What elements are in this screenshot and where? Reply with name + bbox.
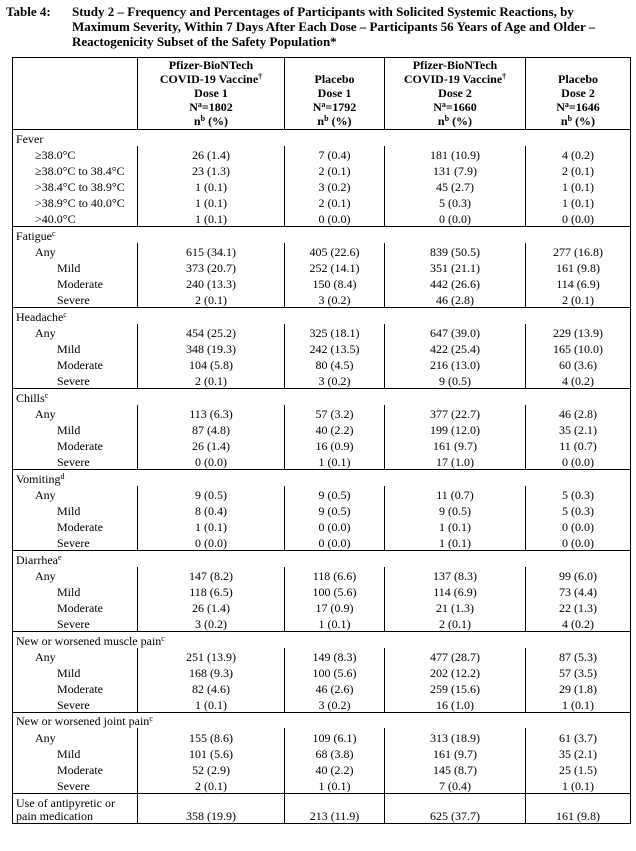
category-label xyxy=(13,631,631,647)
category-label xyxy=(13,469,631,485)
table-cell: 16 (0.9) xyxy=(285,437,385,453)
table-cell: 109 (6.1) xyxy=(285,728,385,744)
header-np: (%) xyxy=(575,114,596,128)
table-cell: 21 (1.3) xyxy=(385,599,526,615)
table-row xyxy=(13,615,631,631)
table-cell: 2 (0.1) xyxy=(526,291,631,307)
category-label xyxy=(13,130,631,146)
row-label: Moderate xyxy=(13,275,138,291)
table-cell: 0 (0.0) xyxy=(385,210,526,226)
table-cell: 1 (0.1) xyxy=(285,453,385,469)
table-row xyxy=(13,243,631,259)
column-header-3: Pfizer-BioNTech COVID-19 Vaccine† Dose 2 $N^a=1660$ $n^b$ (%) xyxy=(385,58,526,130)
table-cell: 9 (0.5) xyxy=(385,502,526,518)
table-cell: 0 (0.0) xyxy=(285,534,385,550)
table-row xyxy=(13,648,631,664)
table-row xyxy=(13,777,631,793)
header-sup-n: b xyxy=(567,114,573,123)
table-cell: 23 (1.3) xyxy=(138,162,285,178)
category-footnote: c xyxy=(63,309,67,319)
table-cell: 118 (6.6) xyxy=(285,567,385,583)
table-cell: 26 (1.4) xyxy=(138,146,285,162)
table-cell: 87 (5.3) xyxy=(526,648,631,664)
table-cell: 0 (0.0) xyxy=(138,534,285,550)
table-cell: 1 (0.1) xyxy=(138,210,285,226)
table-cell: 26 (1.4) xyxy=(138,437,285,453)
row-label: Any xyxy=(13,243,138,259)
table-cell: 40 (2.2) xyxy=(285,761,385,777)
table-cell: 181 (10.9) xyxy=(385,146,526,162)
table-cell: 3 (0.2) xyxy=(285,372,385,388)
row-label: Any xyxy=(13,324,138,340)
table-cell: 11 (0.7) xyxy=(526,437,631,453)
table-cell: 46 (2.8) xyxy=(526,405,631,421)
header-line1: Pfizer-BioNTech xyxy=(168,58,254,72)
table-cell: 2 (0.1) xyxy=(385,615,526,631)
table-cell: 137 (8.3) xyxy=(385,567,526,583)
row-label: Moderate xyxy=(13,680,138,696)
row-label: Severe xyxy=(13,696,138,712)
row-label: Mild xyxy=(13,583,138,599)
table-cell: 2 (0.1) xyxy=(138,372,285,388)
table-cell: 1 (0.1) xyxy=(385,518,526,534)
table-header xyxy=(13,58,631,130)
medication-row xyxy=(13,793,631,823)
header-line2: Placebo xyxy=(558,72,598,86)
table-cell: 1 (0.1) xyxy=(285,615,385,631)
row-label: Moderate xyxy=(13,437,138,453)
row-label: Any xyxy=(13,728,138,744)
table-cell: 252 (14.1) xyxy=(285,259,385,275)
row-label: Severe xyxy=(13,291,138,307)
row-label: >38.9°C to 40.0°C xyxy=(13,194,138,210)
category-row xyxy=(13,712,631,728)
category-title: Chills xyxy=(16,390,45,405)
table-cell: 29 (1.8) xyxy=(526,680,631,696)
header-n-total: =1646 xyxy=(568,100,600,114)
table-cell: 4 (0.2) xyxy=(526,146,631,162)
table-cell: 422 (25.4) xyxy=(385,340,526,356)
table-cell: 0 (0.0) xyxy=(285,518,385,534)
table-cell: 113 (6.3) xyxy=(138,405,285,421)
table-cell: 277 (16.8) xyxy=(526,243,631,259)
table-cell: 150 (8.4) xyxy=(285,275,385,291)
category-label xyxy=(13,227,631,243)
row-label: Severe xyxy=(13,777,138,793)
header-sup-n: b xyxy=(444,114,450,123)
table-cell: 17 (0.9) xyxy=(285,599,385,615)
row-label: Moderate xyxy=(13,761,138,777)
table-row xyxy=(13,291,631,307)
table-cell: 1 (0.1) xyxy=(138,178,285,194)
row-label: ≥38.0°C xyxy=(13,146,138,162)
table-cell: 1 (0.1) xyxy=(526,777,631,793)
table-cell: 60 (3.6) xyxy=(526,356,631,372)
category-title: Vomiting xyxy=(16,471,61,486)
table-cell: 131 (7.9) xyxy=(385,162,526,178)
column-header-1: Pfizer-BioNTech COVID-19 Vaccine† Dose 1 $N^a=1802$ $n^b$ (%) xyxy=(138,58,285,130)
table-cell: 259 (15.6) xyxy=(385,680,526,696)
table-cell: 8 (0.4) xyxy=(138,502,285,518)
table-cell: 1 (0.1) xyxy=(138,194,285,210)
table-row xyxy=(13,405,631,421)
table-cell: 313 (18.9) xyxy=(385,728,526,744)
category-label xyxy=(13,712,631,728)
category-row xyxy=(13,130,631,146)
table-cell: 0 (0.0) xyxy=(526,210,631,226)
table-cell: 16 (1.0) xyxy=(385,696,526,712)
table-cell: 155 (8.6) xyxy=(138,728,285,744)
table-cell: 242 (13.5) xyxy=(285,340,385,356)
category-footnote: c xyxy=(161,633,165,643)
table-row xyxy=(13,275,631,291)
table-row xyxy=(13,567,631,583)
table-row xyxy=(13,340,631,356)
table-cell: 104 (5.8) xyxy=(138,356,285,372)
table-caption xyxy=(6,4,630,49)
table-cell: 161 (9.7) xyxy=(385,437,526,453)
table-cell: 11 (0.7) xyxy=(385,486,526,502)
table-cell: 147 (8.2) xyxy=(138,567,285,583)
header-line2: COVID-19 Vaccine xyxy=(159,72,259,86)
table-cell: 68 (3.8) xyxy=(285,745,385,761)
table-cell: 100 (5.6) xyxy=(285,664,385,680)
header-sup-n: b xyxy=(324,114,329,123)
table-cell: 99 (6.0) xyxy=(526,567,631,583)
table-cell: 161 (9.8) xyxy=(526,259,631,275)
table-cell: 25 (1.5) xyxy=(526,761,631,777)
table-cell: 2 (0.1) xyxy=(138,291,285,307)
category-label xyxy=(13,550,631,566)
table-cell: 839 (50.5) xyxy=(385,243,526,259)
table-cell: 1 (0.1) xyxy=(526,178,631,194)
row-label: Mild xyxy=(13,421,138,437)
category-title: New or worsened joint pain xyxy=(16,714,150,729)
table-cell: 199 (12.0) xyxy=(385,421,526,437)
row-label: Moderate xyxy=(13,518,138,534)
table-row xyxy=(13,728,631,744)
header-dose: Dose 2 xyxy=(438,86,472,100)
row-label: Any xyxy=(13,648,138,664)
table-cell: 0 (0.0) xyxy=(138,453,285,469)
table-cell: 4 (0.2) xyxy=(526,372,631,388)
header-dagger: † xyxy=(258,72,263,81)
table-cell: 477 (28.7) xyxy=(385,648,526,664)
table-cell: 1 (0.1) xyxy=(526,696,631,712)
row-label: ≥38.0°C to 38.4°C xyxy=(13,162,138,178)
table-cell: 229 (13.9) xyxy=(526,324,631,340)
table-cell: 114 (6.9) xyxy=(526,275,631,291)
category-title: Diarrhea xyxy=(16,552,58,567)
header-np: (%) xyxy=(208,114,229,128)
table-cell: 2 (0.1) xyxy=(138,777,285,793)
table-cell: 7 (0.4) xyxy=(285,146,385,162)
category-row xyxy=(13,631,631,647)
row-label: Use of antipyretic or pain medication xyxy=(13,793,138,823)
table-row xyxy=(13,146,631,162)
table-cell: 454 (25.2) xyxy=(138,324,285,340)
table-cell: 5 (0.3) xyxy=(385,194,526,210)
table-cell: 114 (6.9) xyxy=(385,583,526,599)
table-cell: 101 (5.6) xyxy=(138,745,285,761)
table-row xyxy=(13,599,631,615)
row-label: Mild xyxy=(13,502,138,518)
table-cell: 7 (0.4) xyxy=(385,777,526,793)
table-cell: 0 (0.0) xyxy=(526,534,631,550)
table-cell: 3 (0.2) xyxy=(138,615,285,631)
table-cell: 2 (0.1) xyxy=(285,162,385,178)
table-cell: 647 (39.0) xyxy=(385,324,526,340)
table-row xyxy=(13,324,631,340)
table-cell: 35 (2.1) xyxy=(526,421,631,437)
table-row xyxy=(13,745,631,761)
row-label: Mild xyxy=(13,664,138,680)
table-row xyxy=(13,178,631,194)
table-row xyxy=(13,453,631,469)
row-label: Severe xyxy=(13,453,138,469)
table-cell: 2 (0.1) xyxy=(285,194,385,210)
table-cell: 442 (26.6) xyxy=(385,275,526,291)
row-label: Mild xyxy=(13,340,138,356)
table-cell: 348 (19.3) xyxy=(138,340,285,356)
table-row xyxy=(13,194,631,210)
header-sup-N: a xyxy=(321,100,326,109)
category-label xyxy=(13,308,631,324)
table-cell: 73 (4.4) xyxy=(526,583,631,599)
category-footnote: c xyxy=(52,228,56,238)
category-footnote: c xyxy=(44,390,49,400)
table-row xyxy=(13,518,631,534)
row-label: Moderate xyxy=(13,356,138,372)
table-row xyxy=(13,162,631,178)
row-label: Moderate xyxy=(13,599,138,615)
table-cell: 149 (8.3) xyxy=(285,648,385,664)
table-row xyxy=(13,680,631,696)
table-cell: 5 (0.3) xyxy=(526,502,631,518)
category-row xyxy=(13,308,631,324)
table-cell: 9 (0.5) xyxy=(385,372,526,388)
table-cell: 52 (2.9) xyxy=(138,761,285,777)
table-cell: 118 (6.5) xyxy=(138,583,285,599)
table-row xyxy=(13,356,631,372)
table-cell: 1 (0.1) xyxy=(385,534,526,550)
table-cell: 168 (9.3) xyxy=(138,664,285,680)
table-cell: 0 (0.0) xyxy=(526,518,631,534)
table-cell: 17 (1.0) xyxy=(385,453,526,469)
table-cell: 216 (13.0) xyxy=(385,356,526,372)
category-row xyxy=(13,469,631,485)
header-blank-cell xyxy=(13,58,138,130)
header-line2: COVID-19 Vaccine xyxy=(403,72,503,86)
category-label xyxy=(13,389,631,405)
table-cell: 26 (1.4) xyxy=(138,599,285,615)
category-footnote: c xyxy=(149,714,153,724)
table-row xyxy=(13,502,631,518)
table-cell: 0 (0.0) xyxy=(285,210,385,226)
header-line1: Pfizer-BioNTech xyxy=(412,58,498,72)
table-cell: 82 (4.6) xyxy=(138,680,285,696)
table-cell: 3 (0.2) xyxy=(285,178,385,194)
table-cell: 9 (0.5) xyxy=(285,486,385,502)
table-cell: 40 (2.2) xyxy=(285,421,385,437)
table-cell: 61 (3.7) xyxy=(526,728,631,744)
table-cell: 625 (37.7) xyxy=(385,793,526,823)
table-cell: 45 (2.7) xyxy=(385,178,526,194)
category-row xyxy=(13,550,631,566)
table-cell: 35 (2.1) xyxy=(526,745,631,761)
table-cell: 377 (22.7) xyxy=(385,405,526,421)
category-title: Fatigue xyxy=(16,228,52,243)
table-row xyxy=(13,583,631,599)
table-cell: 0 (0.0) xyxy=(526,453,631,469)
header-n-total: =1660 xyxy=(445,100,477,114)
table-cell: 1 (0.1) xyxy=(526,194,631,210)
header-np: (%) xyxy=(452,114,473,128)
header-sup-N: a xyxy=(197,100,202,109)
table-row xyxy=(13,210,631,226)
table-row xyxy=(13,421,631,437)
table-row xyxy=(13,696,631,712)
category-row xyxy=(13,389,631,405)
header-sup-N: a xyxy=(564,100,569,109)
table-cell: 351 (21.1) xyxy=(385,259,526,275)
table-cell: 87 (4.8) xyxy=(138,421,285,437)
table-row xyxy=(13,372,631,388)
row-label: Severe xyxy=(13,372,138,388)
table-row xyxy=(13,664,631,680)
column-header-2: Placebo Dose 1 $N^a=1792$ $n^b$ (%) xyxy=(285,58,385,130)
header-sup-N: a xyxy=(441,100,446,109)
table-cell: 100 (5.6) xyxy=(285,583,385,599)
caption-text: Study 2 – Frequency and Percentages of Participants with Solicited Systemic Reactions, by Maximum Severity, Within 7 Days After Each Dose – Participants 56 Years of Age and Older – Reactogenicity Subset of the Safety Population* xyxy=(72,4,596,49)
table-cell: 46 (2.6) xyxy=(285,680,385,696)
category-footnote: d xyxy=(60,471,65,481)
table-body xyxy=(13,130,631,824)
row-label: Mild xyxy=(13,745,138,761)
table-cell: 358 (19.9) xyxy=(138,793,285,823)
table-cell: 615 (34.1) xyxy=(138,243,285,259)
row-label: Any xyxy=(13,405,138,421)
table-cell: 1 (0.1) xyxy=(138,518,285,534)
table-cell: 325 (18.1) xyxy=(285,324,385,340)
category-title: Fever xyxy=(16,131,44,146)
table-cell: 22 (1.3) xyxy=(526,599,631,615)
table-cell: 213 (11.9) xyxy=(285,793,385,823)
table-cell: 405 (22.6) xyxy=(285,243,385,259)
table-cell: 373 (20.7) xyxy=(138,259,285,275)
table-cell: 46 (2.8) xyxy=(385,291,526,307)
header-dose: Dose 2 xyxy=(561,86,595,100)
table-cell: 9 (0.5) xyxy=(138,486,285,502)
row-label: Any xyxy=(13,567,138,583)
row-label: Severe xyxy=(13,615,138,631)
column-header-4: Placebo Dose 2 $N^a=1646$ $n^b$ (%) xyxy=(526,58,631,130)
category-title: New or worsened muscle pain xyxy=(16,633,162,648)
header-np: (%) xyxy=(331,114,352,128)
row-label: >40.0°C xyxy=(13,210,138,226)
row-label: Any xyxy=(13,486,138,502)
table-cell: 145 (8.7) xyxy=(385,761,526,777)
table-cell: 9 (0.5) xyxy=(285,502,385,518)
table-cell: 3 (0.2) xyxy=(285,696,385,712)
row-label: Severe xyxy=(13,534,138,550)
table-cell: 161 (9.7) xyxy=(385,745,526,761)
table-cell: 240 (13.3) xyxy=(138,275,285,291)
header-n-total: =1802 xyxy=(201,100,233,114)
table-cell: 5 (0.3) xyxy=(526,486,631,502)
header-dose: Dose 1 xyxy=(194,86,228,100)
table-cell: 57 (3.2) xyxy=(285,405,385,421)
table-cell: 202 (12.2) xyxy=(385,664,526,680)
header-dose: Dose 1 xyxy=(317,86,352,100)
header-sup-n: b xyxy=(200,114,206,123)
header-n-total: =1792 xyxy=(325,100,357,114)
table-cell: 3 (0.2) xyxy=(285,291,385,307)
category-title: Headache xyxy=(16,309,64,324)
table-cell: 57 (3.5) xyxy=(526,664,631,680)
caption-label: Table 4: xyxy=(6,4,51,19)
table-row xyxy=(13,437,631,453)
table-row xyxy=(13,259,631,275)
table-row xyxy=(13,486,631,502)
row-label: Mild xyxy=(13,259,138,275)
table-cell: 1 (0.1) xyxy=(285,777,385,793)
header-dagger: † xyxy=(502,72,507,81)
row-label: >38.4°C to 38.9°C xyxy=(13,178,138,194)
table-cell: 165 (10.0) xyxy=(526,340,631,356)
table-cell: 80 (4.5) xyxy=(285,356,385,372)
reactions-table xyxy=(12,57,631,824)
table-cell: 251 (13.9) xyxy=(138,648,285,664)
table-cell: 4 (0.2) xyxy=(526,615,631,631)
category-row xyxy=(13,227,631,243)
table-row xyxy=(13,534,631,550)
header-line2: Placebo xyxy=(314,72,355,86)
table-cell: 1 (0.1) xyxy=(138,696,285,712)
category-footnote: e xyxy=(57,552,62,562)
table-row xyxy=(13,761,631,777)
table-cell: 161 (9.8) xyxy=(526,793,631,823)
table-cell: 2 (0.1) xyxy=(526,162,631,178)
